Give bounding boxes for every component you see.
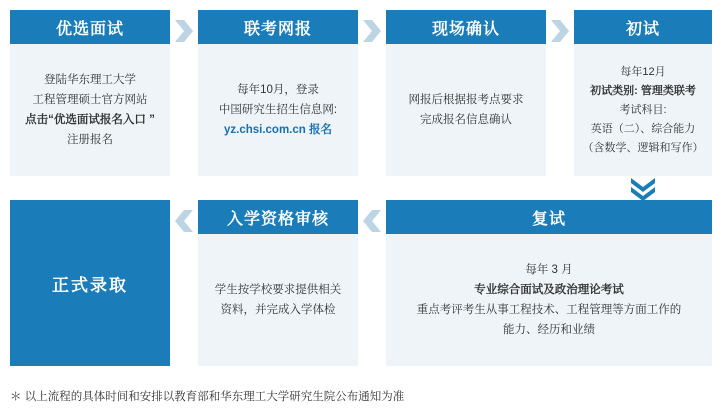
step-body-chushi — [574, 44, 712, 176]
step-line: 网报后根据报考点要求 — [408, 94, 524, 106]
step-line: 每年12月 — [620, 65, 666, 78]
step-body-xianchang-queren — [386, 44, 546, 176]
step-header-ruxue-zige-shenhe: 入学资格审核 — [198, 200, 358, 234]
footnote-text: ＊ 以上流程的具体时间和安排以教育部和华东理工大学研究生院公布通知为准 — [10, 391, 405, 403]
step-line: 登陆华东理工大学 — [44, 74, 136, 86]
step-line: 完成报名信息确认 — [420, 114, 512, 126]
step-line-link: yz.chsi.com.cn 报名 — [223, 124, 332, 136]
step-body-liankao-wangbao — [198, 44, 358, 176]
step-line: 考试科目: — [619, 103, 667, 116]
step-line-emphasis: 初试类别: 管理类联考 — [590, 84, 696, 97]
step-final-zhengshi-luqu: 正式录取 — [10, 200, 170, 366]
step-header-fushi: 复试 — [386, 200, 712, 234]
step-line-emphasis: 专业综合面试及政治理论考试 — [474, 284, 624, 296]
step-body-fushi — [386, 234, 712, 366]
step-body-youxuan-mianshi — [10, 44, 170, 176]
chevron-left-icon-2 — [363, 210, 381, 232]
step-body-ruxue-zige-shenhe — [198, 234, 358, 366]
step-line: 重点考评考生从事工程技术、工程管理等方面工作的 — [416, 304, 682, 316]
step-line: 每年 3 月 — [525, 264, 573, 276]
step-header-liankao-wangbao: 联考网报 — [198, 10, 358, 44]
step-line: 中国研究生招生信息网: — [218, 104, 338, 116]
step-line: 能力、经历和业绩 — [503, 324, 595, 336]
step-header-chushi: 初试 — [574, 10, 712, 44]
chevron-left-icon-1 — [175, 210, 193, 232]
step-header-youxuan-mianshi: 优选面试 — [10, 10, 170, 44]
step-line: 每年10月，登录 — [237, 84, 319, 96]
step-line: 英语（二）、综合能力 — [590, 122, 696, 135]
step-line: 学生按学校要求提供相关 — [214, 284, 342, 296]
chevron-right-icon-3 — [551, 20, 569, 42]
step-line: （含数学、逻辑和写作） — [582, 141, 704, 154]
step-line: 资料，并完成入学体检 — [220, 304, 336, 316]
step-line: 注册报名 — [67, 134, 113, 146]
step-header-xianchang-queren: 现场确认 — [386, 10, 546, 44]
chevron-right-icon-1 — [175, 20, 193, 42]
chevron-right-icon-2 — [363, 20, 381, 42]
step-line-emphasis: 点击“优选面试报名入口 ” — [25, 114, 155, 126]
step-line: 工程管理硕士官方网站 — [32, 94, 148, 106]
